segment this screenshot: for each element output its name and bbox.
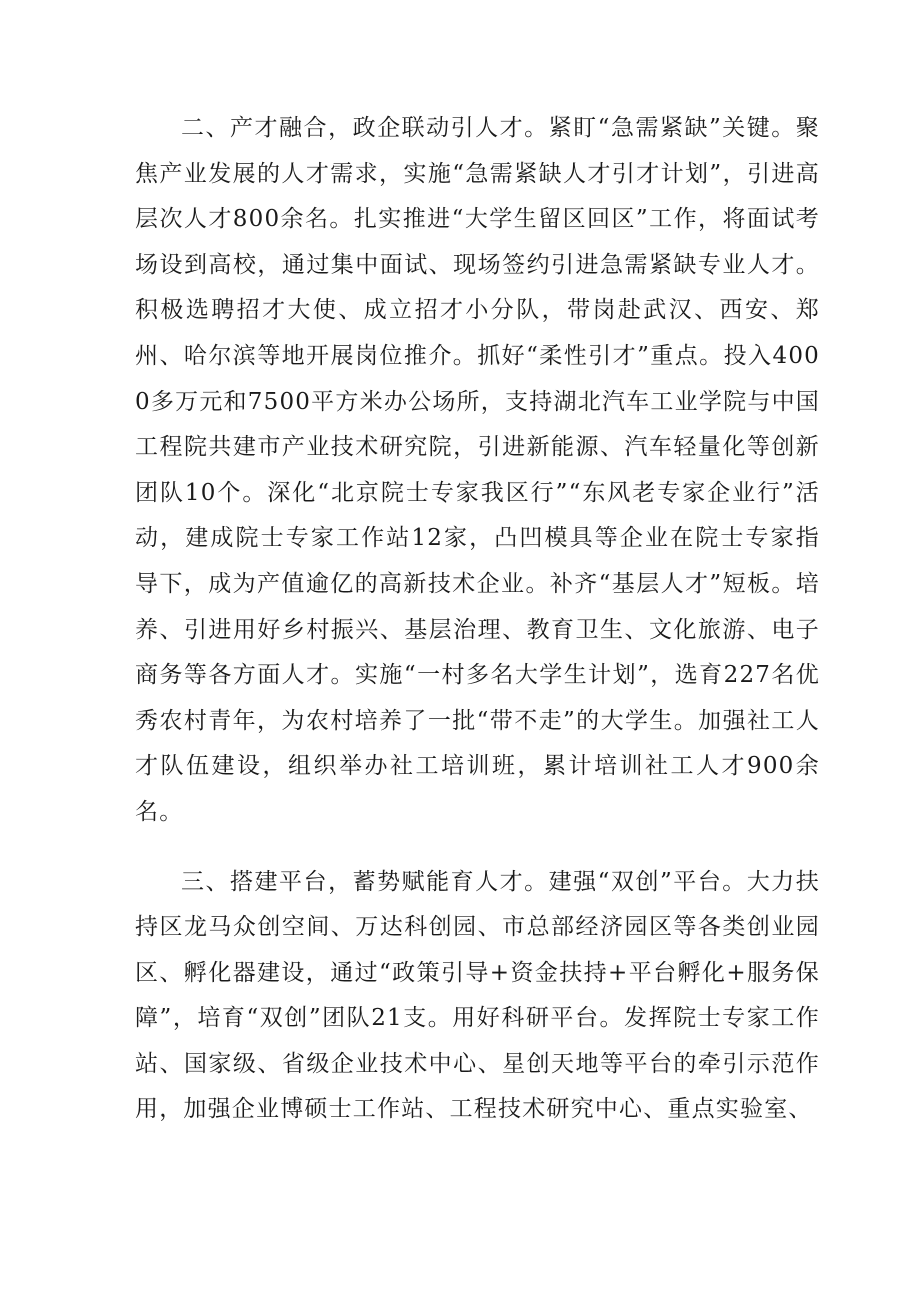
- paragraph-platform-building: 三、搭建平台，蓄势赋能育人才。建强“双创”平台。大力扶持区龙马众创空间、万达科创园、市总部经济园区等各类创业园区、孵化器建设，通过“政策引导+资金扶持+平台孵化+服务保障”，培育“双创”团队21支。用好科研平台。发挥院士专家工作站、国家级、省级企业技术中心、星创天地等平台的牵引示范作用，加强企业博硕士工作站、工程技术研究中心、重点实验室、: [135, 868, 820, 1123]
- paragraph-talent-introduction: 二、产才融合，政企联动引人才。紧盯“急需紧缺”关键。聚焦产业发展的人才需求，实施“急需紧缺人才引才计划”，引进高层次人才800余名。扎实推进“大学生留区回区”工作，将面试考场设到高校，通过集中面试、现场签约引进急需紧缺专业人才。积极选聘招才大使、成立招才小分队，带岗赴武汉、西安、郑州、哈尔滨等地开展岗位推介。抓好“柔性引才”重点。投入4000多万元和7500平方米办公场所，支持湖北汽车工业学院与中国工程院共建市产业技术研究院，引进新能源、汽车轻量化等创新团队10个。深化“北京院士专家我区行”“东风老专家企业行”活动，建成院士专家工作站12家，凸凹模具等企业在院士专家指导下，成为产值逾亿的高新技术企业。补齐“基层人才”短板。培养、引进用好乡村振兴、基层治理、教育卫生、文化旅游、电子商务等各方面人才。实施“一村多名大学生计划”，选育227名优秀农村青年，为农村培养了一批“带不走”的大学生。加强社工人才队伍建设，组织举办社工培训班，累计培训社工人才900余名。: [135, 115, 820, 825]
